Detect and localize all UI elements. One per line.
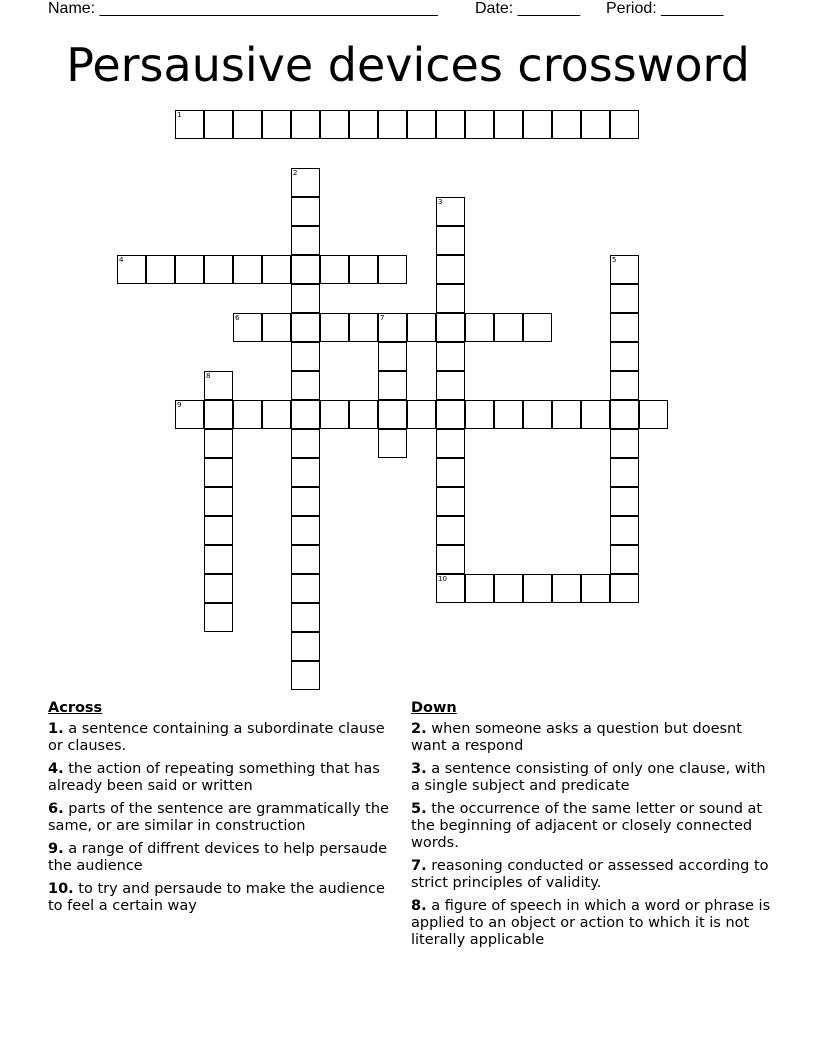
crossword-cell[interactable] [233, 400, 262, 429]
crossword-cell[interactable] [494, 400, 523, 429]
crossword-cell[interactable] [378, 255, 407, 284]
crossword-cell[interactable] [436, 255, 465, 284]
crossword-cell[interactable] [610, 429, 639, 458]
crossword-cell[interactable] [436, 371, 465, 400]
clue-text: a sentence consisting of only one clause, with a single subject and predicate [411, 761, 766, 794]
crossword-cell[interactable] [233, 110, 262, 139]
crossword-cell[interactable] [291, 516, 320, 545]
crossword-cell[interactable] [523, 400, 552, 429]
crossword-cell[interactable] [436, 574, 465, 603]
clue-number: 10. [48, 881, 74, 897]
clue-number-label: 3 [438, 198, 443, 206]
crossword-cell[interactable] [523, 110, 552, 139]
crossword-cell[interactable] [436, 313, 465, 342]
clue-number-label: 10 [438, 575, 447, 583]
crossword-cell[interactable] [610, 342, 639, 371]
crossword-cell[interactable] [320, 110, 349, 139]
clue-text: a figure of speech in which a word or phrase is applied to an object or action to which it is not literally applicable [411, 898, 771, 948]
crossword-cell[interactable] [291, 284, 320, 313]
crossword-cell[interactable] [175, 400, 204, 429]
clue-number-label: 5 [612, 256, 617, 264]
crossword-cell[interactable] [291, 342, 320, 371]
name-field[interactable]: Name: ______________________________________ [48, 0, 438, 17]
crossword-cell[interactable] [610, 516, 639, 545]
crossword-cell[interactable] [204, 603, 233, 632]
clue-number-label: 4 [119, 256, 124, 264]
crossword-cell[interactable] [204, 371, 233, 400]
across-clues [48, 700, 393, 921]
crossword-cell[interactable] [117, 255, 146, 284]
crossword-cell[interactable] [175, 255, 204, 284]
crossword-cell[interactable] [291, 371, 320, 400]
crossword-cell[interactable] [291, 400, 320, 429]
crossword-cell[interactable] [465, 313, 494, 342]
crossword-cell[interactable] [204, 545, 233, 574]
clue-number: 6. [48, 801, 64, 817]
crossword-cell[interactable] [291, 429, 320, 458]
crossword-cell[interactable] [581, 400, 610, 429]
crossword-cell[interactable] [378, 342, 407, 371]
crossword-cell[interactable] [378, 400, 407, 429]
crossword-cell[interactable] [291, 255, 320, 284]
crossword-cell[interactable] [436, 197, 465, 226]
crossword-cell[interactable] [436, 342, 465, 371]
crossword-cell[interactable] [436, 487, 465, 516]
crossword-cell[interactable] [378, 313, 407, 342]
crossword-cell[interactable] [291, 632, 320, 661]
crossword-cell[interactable] [523, 313, 552, 342]
crossword-cell[interactable] [349, 255, 378, 284]
clue-text: parts of the sentence are grammatically the same, or are similar in construction [48, 801, 389, 834]
down-heading: Down [411, 700, 457, 716]
crossword-cell[interactable] [291, 226, 320, 255]
crossword-cell[interactable] [204, 429, 233, 458]
crossword-cell[interactable] [320, 400, 349, 429]
crossword-cell[interactable] [262, 110, 291, 139]
clue-across [48, 801, 393, 835]
crossword-cell[interactable] [204, 110, 233, 139]
clue-down [411, 801, 771, 852]
crossword-cell[interactable] [204, 400, 233, 429]
clue-down [411, 761, 771, 795]
clue-number: 5. [411, 801, 427, 817]
clue-number: 3. [411, 761, 427, 777]
crossword-cell[interactable] [610, 574, 639, 603]
crossword-cell[interactable] [349, 400, 378, 429]
crossword-cell[interactable] [465, 574, 494, 603]
crossword-cell[interactable] [581, 110, 610, 139]
clue-text: a sentence containing a subordinate clause or clauses. [48, 721, 385, 754]
crossword-cell[interactable] [436, 226, 465, 255]
crossword-cell[interactable] [436, 458, 465, 487]
clue-number: 7. [411, 858, 427, 874]
clue-text: reasoning conducted or assessed according to strict principles of validity. [411, 858, 769, 891]
clue-number-label: 2 [293, 169, 298, 177]
crossword-cell[interactable] [262, 255, 291, 284]
clue-number-label: 1 [177, 111, 182, 119]
crossword-cell[interactable] [204, 487, 233, 516]
clue-across [48, 721, 393, 755]
page-title: Persausive devices crossword [66, 38, 750, 92]
clue-text: when someone asks a question but doesnt want a respond [411, 721, 742, 754]
clue-across [48, 881, 393, 915]
crossword-cell[interactable] [436, 284, 465, 313]
crossword-cell[interactable] [349, 313, 378, 342]
crossword-cell[interactable] [233, 313, 262, 342]
crossword-cell[interactable] [291, 168, 320, 197]
clue-across [48, 761, 393, 795]
clue-number: 9. [48, 841, 64, 857]
crossword-cell[interactable] [610, 371, 639, 400]
crossword-cell[interactable] [465, 110, 494, 139]
crossword-cell[interactable] [436, 110, 465, 139]
crossword-cell[interactable] [320, 255, 349, 284]
crossword-cell[interactable] [610, 545, 639, 574]
clue-text: a range of diffrent devices to help persaude the audience [48, 841, 388, 874]
clue-down [411, 858, 771, 892]
clue-text: to try and persaude to make the audience to feel a certain way [48, 881, 385, 914]
clue-number: 1. [48, 721, 64, 737]
crossword-cell[interactable] [378, 429, 407, 458]
crossword-cell[interactable] [349, 110, 378, 139]
clue-number: 2. [411, 721, 427, 737]
clue-text: the action of repeating something that has already been said or written [48, 761, 380, 794]
crossword-cell[interactable] [610, 487, 639, 516]
crossword-cell[interactable] [610, 400, 639, 429]
crossword-cell[interactable] [291, 661, 320, 690]
clue-down [411, 898, 771, 949]
crossword-cell[interactable] [378, 110, 407, 139]
crossword-cell[interactable] [291, 458, 320, 487]
crossword-cell[interactable] [552, 110, 581, 139]
clue-number-label: 7 [380, 314, 385, 322]
crossword-cell[interactable] [436, 516, 465, 545]
down-clues [411, 700, 771, 955]
crossword-cell[interactable] [465, 400, 494, 429]
crossword-cell[interactable] [204, 516, 233, 545]
crossword-cell[interactable] [291, 574, 320, 603]
crossword-cell[interactable] [552, 400, 581, 429]
crossword-cell[interactable] [262, 313, 291, 342]
crossword-cell[interactable] [291, 110, 320, 139]
crossword-cell[interactable] [146, 255, 175, 284]
crossword-cell[interactable] [610, 284, 639, 313]
clue-number: 4. [48, 761, 64, 777]
crossword-cell[interactable] [552, 574, 581, 603]
crossword-cell[interactable] [523, 574, 552, 603]
crossword-cell[interactable] [320, 313, 349, 342]
crossword-cell[interactable] [407, 110, 436, 139]
crossword-cell[interactable] [204, 255, 233, 284]
crossword-cell[interactable] [407, 313, 436, 342]
date-field[interactable]: Date: _______ [475, 0, 580, 17]
clue-number-label: 9 [177, 401, 182, 409]
crossword-cell[interactable] [175, 110, 204, 139]
crossword-cell[interactable] [436, 545, 465, 574]
crossword-cell[interactable] [610, 458, 639, 487]
clue-text: the occurrence of the same letter or sound at the beginning of adjacent or closely connected words. [411, 801, 763, 851]
crossword-cell[interactable] [204, 458, 233, 487]
crossword-cell[interactable] [639, 400, 668, 429]
clue-across [48, 841, 393, 875]
crossword-cell[interactable] [494, 313, 523, 342]
crossword-cell[interactable] [610, 313, 639, 342]
crossword-cell[interactable] [610, 110, 639, 139]
across-heading: Across [48, 700, 103, 716]
clue-number: 8. [411, 898, 427, 914]
crossword-cell[interactable] [581, 574, 610, 603]
crossword-cell[interactable] [407, 400, 436, 429]
crossword-cell[interactable] [378, 371, 407, 400]
crossword-cell[interactable] [204, 574, 233, 603]
crossword-cell[interactable] [291, 545, 320, 574]
crossword-cell[interactable] [436, 429, 465, 458]
clue-number-label: 6 [235, 314, 240, 322]
crossword-cell[interactable] [610, 255, 639, 284]
clue-number-label: 8 [206, 372, 211, 380]
clue-down [411, 721, 771, 755]
crossword-cell[interactable] [291, 487, 320, 516]
crossword-cell[interactable] [291, 603, 320, 632]
crossword-cell[interactable] [436, 400, 465, 429]
crossword-cell[interactable] [494, 574, 523, 603]
crossword-cell[interactable] [291, 313, 320, 342]
crossword-cell[interactable] [262, 400, 291, 429]
crossword-cell[interactable] [233, 255, 262, 284]
crossword-cell[interactable] [494, 110, 523, 139]
period-field[interactable]: Period: _______ [606, 0, 724, 17]
crossword-cell[interactable] [291, 197, 320, 226]
